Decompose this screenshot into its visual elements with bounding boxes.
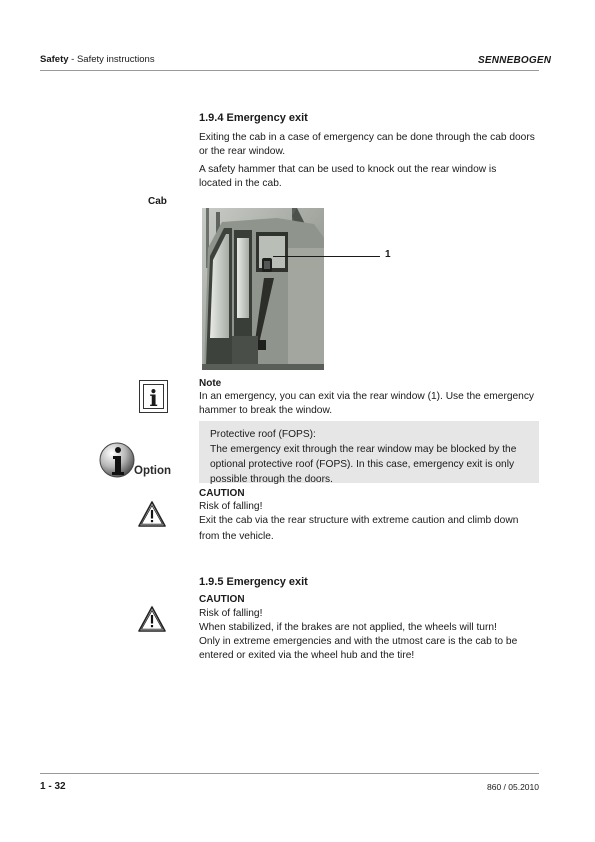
caution-line: entered or exited via the wheel hub and the tire! <box>199 650 415 661</box>
cab-photo <box>202 208 324 370</box>
note-title: Note <box>199 378 222 389</box>
option-line: The emergency exit through the rear window may be blocked by the <box>210 444 517 455</box>
warning-icon <box>137 500 167 528</box>
caution-line: from the vehicle. <box>199 531 274 542</box>
caution-body-2 <box>199 607 539 663</box>
option-box <box>199 421 539 483</box>
caution-line: Only in extreme emergencies and with the utmost care is the cab to be <box>199 636 518 647</box>
header-subsection: - Safety instructions <box>68 54 155 65</box>
page-number: 1 - 32 <box>40 781 66 792</box>
paragraph-hammer: A safety hammer that can be used to knock out the rear window is located in the cab. <box>199 164 497 189</box>
figure-side-label: Cab <box>148 196 167 207</box>
caution-line: When stabilized, if the brakes are not applied, the wheels will turn! <box>199 622 497 633</box>
info-icon: i <box>139 380 168 413</box>
warning-icon <box>137 605 167 633</box>
caution-title-2: CAUTION <box>199 594 245 605</box>
callout-number: 1 <box>385 249 391 260</box>
footer-rule <box>40 773 539 774</box>
section-heading-194: 1.9.4 Emergency exit <box>199 112 308 124</box>
option-line: optional protective roof (FOPS). In this case, emergency exit is only <box>210 459 515 470</box>
caution-line: Risk of falling! <box>199 501 263 512</box>
option-label: Option <box>134 465 172 477</box>
header-rule <box>40 70 539 71</box>
option-line: possible through the doors. <box>210 474 333 485</box>
callout-leader-line <box>273 256 380 257</box>
option-line: Protective roof (FOPS): <box>210 429 316 440</box>
running-header <box>40 54 155 65</box>
cab-photo-drawing <box>202 208 324 370</box>
caution-body-1 <box>199 500 539 544</box>
section-heading-195: 1.9.5 Emergency exit <box>199 576 308 588</box>
caution-line: Risk of falling! <box>199 608 263 619</box>
caution-title-1: CAUTION <box>199 488 245 499</box>
brand-logo: SENNEBOGEN <box>478 55 552 66</box>
note-text: In an emergency, you can exit via the rear window (1). Use the emergency hammer to break the window. <box>199 391 535 416</box>
paragraph-cab-exit: Exiting the cab in a case of emergency can be done through the cab doors or the rear window. <box>199 132 535 157</box>
header-section: Safety <box>40 54 69 65</box>
caution-line: Exit the cab via the rear structure with extreme caution and climb down <box>199 514 519 526</box>
doc-reference: 860 / 05.2010 <box>487 782 539 792</box>
